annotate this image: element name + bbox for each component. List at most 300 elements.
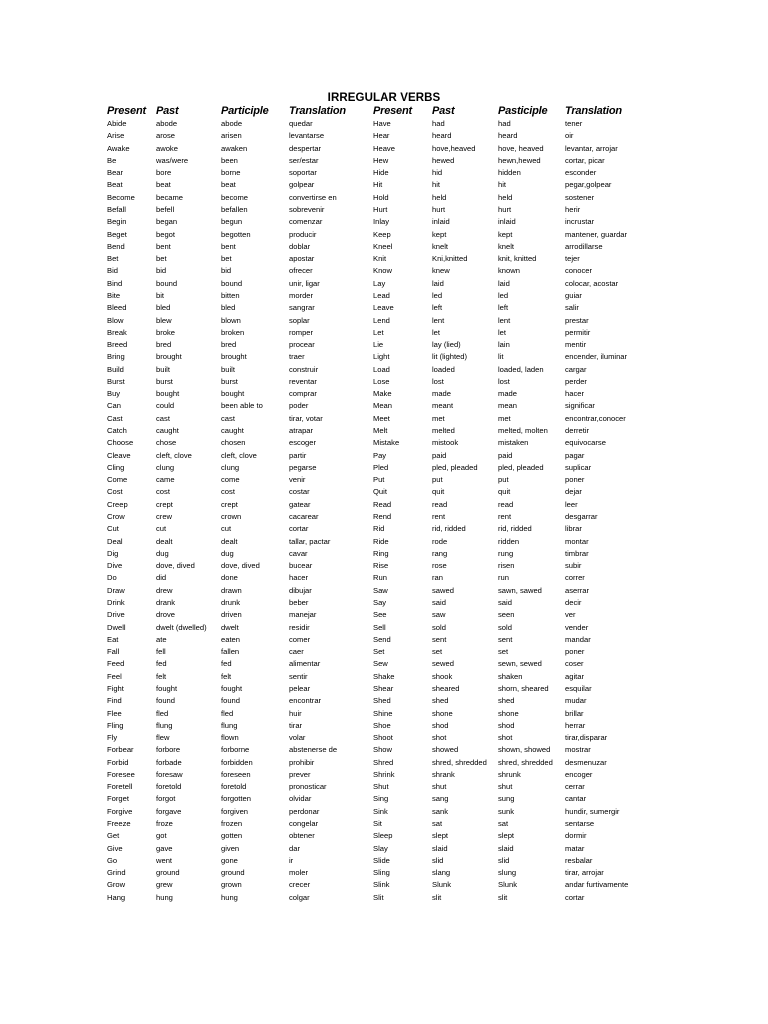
right-translation-cell: incrustar: [565, 217, 595, 227]
left-past-cell: fought: [156, 683, 178, 693]
left-participle-cell: dug: [221, 548, 234, 558]
table-row: [107, 462, 645, 474]
right-present-cell: Say: [373, 597, 387, 607]
left-present-cell: Breed: [107, 340, 128, 350]
left-present-cell: Grow: [107, 880, 126, 890]
right-past-cell: loaded: [432, 364, 455, 374]
right-participle-cell: run: [498, 573, 509, 583]
left-translation-cell: pelear: [289, 683, 311, 693]
left-translation-cell: doblar: [289, 241, 311, 251]
right-present-cell: Rend: [373, 512, 392, 521]
right-translation-cell: colocar, acostar: [565, 278, 619, 288]
left-participle-cell: found: [221, 696, 241, 706]
left-translation-cell: pronosticar: [289, 782, 327, 792]
left-participle-cell: flung: [221, 720, 238, 730]
right-participle-cell: loaded, laden: [498, 364, 544, 374]
right-participle-cell: shred, shredded: [498, 757, 553, 767]
right-past-cell: said: [432, 597, 446, 607]
right-present-cell: See: [373, 610, 387, 620]
table-row: [107, 229, 645, 241]
right-past-cell: hove,heaved: [432, 143, 476, 153]
right-translation-cell: librar: [565, 524, 582, 534]
right-present-cell: Slit: [373, 892, 384, 902]
right-present-cell: Slay: [373, 843, 388, 853]
right-past-cell: had: [432, 119, 445, 128]
table-row: [107, 793, 645, 805]
left-translation-cell: congelar: [289, 819, 319, 829]
right-participle-cell: pled, pleaded: [498, 462, 544, 472]
table-row: [107, 867, 645, 879]
left-participle-cell: bought: [221, 389, 245, 399]
right-participle-cell: led: [498, 290, 509, 300]
left-translation-cell: ir: [289, 855, 294, 865]
verb-rows: [107, 118, 645, 904]
right-translation-cell: equivocarse: [565, 438, 606, 448]
left-present-cell: Bite: [107, 290, 121, 300]
right-participle-cell: shaken: [498, 671, 523, 681]
right-past-cell: sold: [432, 622, 446, 632]
left-participle-cell: blown: [221, 315, 241, 325]
left-past-cell: built: [156, 364, 170, 374]
right-past-cell: sheared: [432, 683, 460, 693]
left-past-cell: clung: [156, 462, 175, 472]
right-translation-cell: subir: [565, 561, 582, 571]
right-present-cell: Mistake: [373, 438, 400, 448]
table-row: [107, 671, 645, 683]
right-present-cell: Leave: [373, 303, 394, 313]
right-past-cell: hit: [432, 180, 441, 190]
right-past-cell: rose: [432, 561, 447, 571]
left-past-cell: was/were: [156, 155, 189, 165]
left-present-cell: Forgive: [107, 806, 133, 816]
table-row: [107, 536, 645, 548]
left-present-cell: Grind: [107, 868, 126, 878]
left-past-cell: dove, dived: [156, 561, 195, 571]
table-row: [107, 560, 645, 572]
table-row: [107, 548, 645, 560]
left-participle-cell: arisen: [221, 131, 242, 141]
left-past-cell: foresaw: [156, 769, 183, 779]
left-present-cell: Begin: [107, 217, 127, 227]
right-present-cell: Sell: [373, 622, 386, 632]
left-past-cell: drank: [156, 597, 175, 607]
column-header-participle-right: Pasticiple: [498, 105, 548, 117]
right-past-cell: shot: [432, 733, 447, 743]
right-past-cell: knew: [432, 266, 450, 276]
right-past-cell: rang: [432, 548, 448, 558]
left-present-cell: Forbid: [107, 757, 129, 767]
right-present-cell: Make: [373, 389, 392, 399]
right-present-cell: Lie: [373, 340, 384, 350]
table-row: [107, 474, 645, 486]
right-present-cell: Show: [373, 745, 392, 755]
left-present-cell: Fight: [107, 683, 124, 693]
left-past-cell: felt: [156, 671, 167, 681]
left-present-cell: Forbear: [107, 745, 134, 755]
right-translation-cell: arrodillarse: [565, 241, 603, 251]
left-present-cell: Be: [107, 155, 117, 165]
left-translation-cell: cacarear: [289, 512, 319, 521]
right-past-cell: put: [432, 475, 443, 485]
left-translation-cell: gatear: [289, 499, 311, 509]
table-row: [107, 597, 645, 609]
left-present-cell: Cast: [107, 413, 123, 423]
right-past-cell: Kni,knitted: [432, 254, 468, 264]
left-present-cell: Dive: [107, 561, 123, 571]
table-row: [107, 843, 645, 855]
page-title: IRREGULAR VERBS: [327, 92, 441, 104]
left-participle-cell: forgiven: [221, 806, 249, 816]
right-past-cell: slang: [432, 868, 451, 878]
right-translation-cell: perder: [565, 376, 587, 386]
left-participle-cell: fought: [221, 683, 243, 693]
table-row: [107, 278, 645, 290]
table-row: [107, 143, 645, 155]
left-participle-cell: beat: [221, 180, 236, 190]
right-translation-cell: leer: [565, 499, 578, 509]
left-participle-cell: been: [221, 155, 238, 165]
left-participle-cell: cost: [221, 487, 235, 497]
left-present-cell: Foretell: [107, 782, 133, 792]
left-translation-cell: cavar: [289, 548, 308, 558]
right-participle-cell: sat: [498, 819, 509, 829]
left-present-cell: Find: [107, 696, 122, 706]
left-participle-cell: cast: [221, 413, 235, 423]
right-participle-cell: rung: [498, 548, 514, 558]
left-translation-cell: dibujar: [289, 585, 312, 595]
table-row: [107, 634, 645, 646]
right-participle-cell: Slunk: [498, 880, 517, 890]
left-present-cell: Bleed: [107, 303, 127, 313]
right-present-cell: Read: [373, 499, 392, 509]
left-participle-cell: bound: [221, 278, 243, 288]
right-translation-cell: sentarse: [565, 819, 595, 829]
right-participle-cell: shone: [498, 708, 519, 718]
right-past-cell: hewed: [432, 155, 455, 165]
right-participle-cell: put: [498, 475, 509, 485]
left-translation-cell: comer: [289, 634, 311, 644]
left-past-cell: drove: [156, 610, 175, 620]
right-past-cell: pled, pleaded: [432, 462, 478, 472]
right-translation-cell: salir: [565, 303, 579, 313]
right-past-cell: heard: [432, 131, 452, 141]
left-past-cell: bound: [156, 278, 178, 288]
left-translation-cell: manejar: [289, 610, 317, 620]
right-translation-cell: coser: [565, 659, 584, 669]
left-present-cell: Arise: [107, 131, 125, 141]
irregular-verbs-table: [107, 104, 645, 904]
left-past-cell: flung: [156, 720, 173, 730]
left-participle-cell: burst: [221, 376, 238, 386]
left-past-cell: abode: [156, 119, 178, 128]
right-translation-cell: correr: [565, 573, 585, 583]
right-translation-cell: tirar,disparar: [565, 733, 608, 743]
right-present-cell: Sling: [373, 868, 390, 878]
column-header-translation-right: Translation: [565, 105, 622, 117]
right-present-cell: Send: [373, 634, 391, 644]
left-past-cell: bore: [156, 168, 172, 178]
left-participle-cell: cleft, clove: [221, 450, 257, 460]
right-past-cell: shrank: [432, 769, 455, 779]
left-translation-cell: dar: [289, 843, 300, 853]
left-participle-cell: dove, dived: [221, 561, 260, 571]
table-row: [107, 658, 645, 670]
right-present-cell: Put: [373, 475, 385, 485]
table-row: [107, 744, 645, 756]
right-translation-cell: timbrar: [565, 548, 589, 558]
left-participle-cell: begotten: [221, 229, 251, 239]
left-translation-cell: producir: [289, 229, 317, 239]
left-participle-cell: done: [221, 573, 238, 583]
left-participle-cell: broken: [221, 327, 245, 337]
right-participle-cell: laid: [498, 278, 510, 288]
table-row: [107, 425, 645, 437]
left-translation-cell: poder: [289, 401, 309, 411]
left-past-cell: beat: [156, 180, 171, 190]
left-translation-cell: venir: [289, 475, 306, 485]
table-row: [107, 499, 645, 511]
right-translation-cell: desmenuzar: [565, 757, 607, 767]
left-past-cell: bet: [156, 254, 167, 264]
left-present-cell: Forget: [107, 794, 129, 804]
right-present-cell: Shrink: [373, 769, 395, 779]
right-translation-cell: dejar: [565, 487, 582, 497]
left-participle-cell: foreseen: [221, 769, 251, 779]
right-participle-cell: slaid: [498, 843, 514, 853]
left-present-cell: Beat: [107, 180, 123, 190]
left-translation-cell: abstenerse de: [289, 745, 338, 755]
right-past-cell: laid: [432, 278, 444, 288]
left-present-cell: Freeze: [107, 819, 131, 829]
left-translation-cell: construir: [289, 364, 319, 374]
left-participle-cell: driven: [221, 610, 242, 620]
right-participle-cell: inlaid: [498, 217, 516, 227]
left-translation-cell: comprar: [289, 389, 317, 399]
left-translation-cell: prohibir: [289, 757, 315, 767]
left-translation-cell: volar: [289, 733, 306, 743]
left-present-cell: Foresee: [107, 769, 135, 779]
right-past-cell: melted: [432, 426, 455, 436]
right-present-cell: Sew: [373, 659, 388, 669]
left-participle-cell: forgotten: [221, 794, 251, 804]
table-row: [107, 400, 645, 412]
right-participle-cell: sewn, sewed: [498, 659, 542, 669]
left-participle-cell: chosen: [221, 438, 246, 448]
right-participle-cell: had: [498, 119, 511, 128]
left-participle-cell: dealt: [221, 536, 238, 546]
right-translation-cell: derretir: [565, 426, 590, 436]
right-past-cell: shone: [432, 708, 453, 718]
left-present-cell: Blow: [107, 315, 124, 325]
right-participle-cell: rid, ridded: [498, 524, 532, 534]
left-past-cell: fed: [156, 659, 167, 669]
right-past-cell: mistook: [432, 438, 459, 448]
right-translation-cell: pegar,golpear: [565, 180, 612, 190]
table-row: [107, 327, 645, 339]
right-past-cell: shed: [432, 696, 449, 706]
left-present-cell: Go: [107, 855, 118, 865]
left-participle-cell: foretold: [221, 782, 247, 792]
left-past-cell: arose: [156, 131, 175, 141]
right-participle-cell: knelt: [498, 241, 515, 251]
left-translation-cell: tallar, pactar: [289, 536, 331, 546]
column-header-past-right: Past: [432, 105, 455, 117]
left-translation-cell: encontrar: [289, 696, 322, 706]
right-translation-cell: oir: [565, 131, 574, 141]
right-past-cell: saw: [432, 610, 446, 620]
left-participle-cell: fallen: [221, 647, 240, 657]
right-participle-cell: ridden: [498, 536, 520, 546]
right-present-cell: Load: [373, 364, 390, 374]
left-translation-cell: sangrar: [289, 303, 315, 313]
left-participle-cell: given: [221, 843, 240, 853]
right-past-cell: quit: [432, 487, 445, 497]
left-present-cell: Bear: [107, 168, 124, 178]
right-participle-cell: slept: [498, 831, 515, 841]
right-past-cell: sent: [432, 634, 447, 644]
right-participle-cell: rent: [498, 512, 512, 521]
table-row: [107, 855, 645, 867]
right-present-cell: Kneel: [373, 241, 393, 251]
right-participle-cell: hidden: [498, 168, 521, 178]
right-past-cell: kept: [432, 229, 447, 239]
right-past-cell: read: [432, 499, 448, 509]
left-present-cell: Do: [107, 573, 117, 583]
left-participle-cell: bitten: [221, 290, 240, 300]
right-past-cell: showed: [432, 745, 459, 755]
left-participle-cell: bred: [221, 340, 237, 350]
left-past-cell: could: [156, 401, 175, 411]
table-row: [107, 290, 645, 302]
left-past-cell: hung: [156, 892, 173, 902]
right-participle-cell: knit, knitted: [498, 254, 537, 264]
left-past-cell: cut: [156, 524, 167, 534]
right-translation-cell: agitar: [565, 671, 584, 681]
right-participle-cell: paid: [498, 450, 513, 460]
left-present-cell: Build: [107, 364, 124, 374]
table-row: [107, 609, 645, 621]
right-past-cell: sawed: [432, 585, 454, 595]
left-past-cell: cleft, clove: [156, 450, 192, 460]
left-participle-cell: dwelt: [221, 622, 239, 632]
left-present-cell: Fall: [107, 647, 120, 657]
left-present-cell: Dwell: [107, 622, 126, 632]
right-present-cell: Rid: [373, 524, 385, 534]
right-present-cell: Hurt: [373, 204, 388, 214]
left-translation-cell: morder: [289, 290, 314, 300]
right-present-cell: Quit: [373, 487, 387, 497]
table-row: [107, 708, 645, 720]
right-present-cell: Pay: [373, 450, 387, 460]
table-row: [107, 585, 645, 597]
left-participle-cell: ground: [221, 868, 245, 878]
right-present-cell: Pled: [373, 462, 389, 472]
right-past-cell: lost: [432, 376, 444, 386]
table-row: [107, 695, 645, 707]
right-present-cell: Rise: [373, 561, 389, 571]
left-past-cell: went: [156, 855, 173, 865]
right-translation-cell: cerrar: [565, 782, 585, 792]
right-translation-cell: permitir: [565, 327, 591, 337]
table-row: [107, 192, 645, 204]
right-translation-cell: mandar: [565, 634, 591, 644]
table-row: [107, 339, 645, 351]
left-past-cell: crew: [156, 512, 173, 521]
left-participle-cell: fled: [221, 708, 234, 718]
table-row: [107, 216, 645, 228]
right-present-cell: Set: [373, 647, 385, 657]
left-past-cell: bent: [156, 241, 171, 251]
right-participle-cell: mean: [498, 401, 517, 411]
left-past-cell: drew: [156, 585, 173, 595]
left-participle-cell: crown: [221, 512, 242, 521]
right-present-cell: Hew: [373, 155, 389, 165]
right-translation-cell: esquilar: [565, 683, 592, 693]
right-past-cell: sewed: [432, 659, 454, 669]
right-present-cell: Shut: [373, 782, 389, 792]
right-translation-cell: esconder: [565, 168, 597, 178]
table-row: [107, 130, 645, 142]
right-participle-cell: seen: [498, 610, 515, 620]
left-participle-cell: forborne: [221, 745, 250, 755]
right-past-cell: Slunk: [432, 880, 451, 890]
table-row: [107, 622, 645, 634]
table-row: [107, 376, 645, 388]
right-participle-cell: slid: [498, 855, 510, 865]
left-present-cell: Crow: [107, 512, 125, 521]
left-translation-cell: caer: [289, 647, 304, 657]
right-present-cell: Inlay: [373, 217, 390, 227]
left-past-cell: crept: [156, 499, 173, 509]
right-participle-cell: melted, molten: [498, 426, 548, 436]
left-translation-cell: quedar: [289, 119, 313, 128]
right-past-cell: lay (lied): [432, 340, 461, 350]
left-past-cell: forgot: [156, 794, 176, 804]
right-present-cell: Ring: [373, 548, 389, 558]
right-present-cell: Lend: [373, 315, 390, 325]
right-translation-cell: pagar: [565, 450, 585, 460]
right-past-cell: sat: [432, 819, 443, 829]
left-present-cell: Choose: [107, 438, 134, 448]
left-present-cell: Can: [107, 401, 121, 411]
table-row: [107, 757, 645, 769]
left-past-cell: cast: [156, 413, 170, 423]
left-past-cell: awoke: [156, 143, 178, 153]
table-row: [107, 265, 645, 277]
left-present-cell: Catch: [107, 426, 127, 436]
left-present-cell: Eat: [107, 634, 119, 644]
right-participle-cell: shrunk: [498, 769, 521, 779]
right-translation-cell: encender, iluminar: [565, 352, 628, 362]
right-past-cell: shod: [432, 720, 449, 730]
left-past-cell: begot: [156, 229, 176, 239]
right-present-cell: Run: [373, 573, 387, 583]
left-translation-cell: huir: [289, 708, 302, 718]
right-participle-cell: sawn, sawed: [498, 585, 542, 595]
right-past-cell: hurt: [432, 204, 446, 214]
right-participle-cell: hit: [498, 180, 507, 190]
right-present-cell: Have: [373, 119, 391, 128]
right-participle-cell: said: [498, 597, 512, 607]
left-past-cell: froze: [156, 819, 173, 829]
right-past-cell: led: [432, 290, 443, 300]
right-past-cell: let: [432, 327, 441, 337]
left-present-cell: Cost: [107, 487, 123, 497]
right-past-cell: slaid: [432, 843, 448, 853]
right-present-cell: Keep: [373, 229, 391, 239]
right-participle-cell: held: [498, 192, 513, 202]
right-past-cell: lit (lighted): [432, 352, 468, 362]
